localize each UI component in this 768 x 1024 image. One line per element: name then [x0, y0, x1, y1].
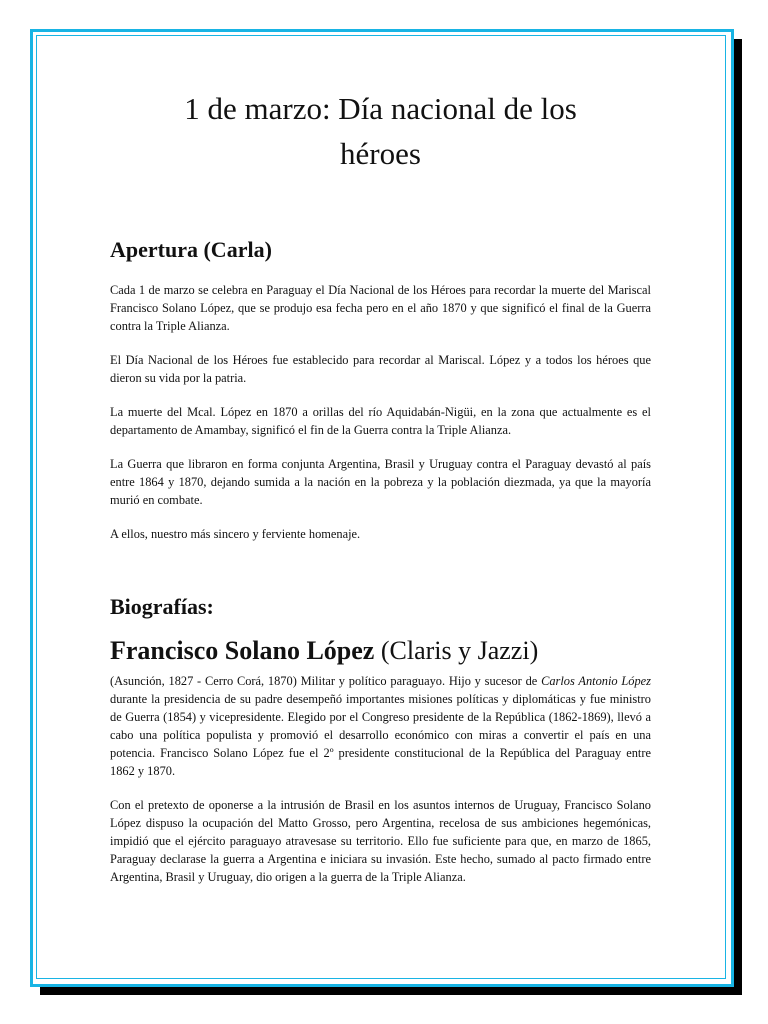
- bio-p1-part2: durante la presidencia de su padre desempeñó importantes misiones políticas y diplomáticas y fue ministro de Guerra (1854) y vicepresidente. Elegido por el Congreso presidente de la República (1862-1869), llevó a cabo una política populista y promovió el desarrollo económico con miras a convertir el país en una potencia. Francisco Solano López fue el 2º presidente constitucional de la República del Paraguay entre 1862 y 1870.: [110, 692, 651, 778]
- apertura-paragraph: Cada 1 de marzo se celebra en Paraguay el Día Nacional de los Héroes para recordar la muerte del Mariscal Francisco Solano López, que se produjo esa fecha pero en el año 1870 y que significó el final de la Guerra contra la Triple Alianza.: [110, 283, 651, 333]
- apertura-paragraph: El Día Nacional de los Héroes fue establecido para recordar al Mariscal. López y a todos los héroes que dieron su vida por la patria.: [110, 353, 651, 385]
- person-heading: [110, 634, 651, 668]
- bio-p1-italic-name: Carlos Antonio López: [541, 674, 651, 688]
- apertura-heading: Apertura (Carla): [110, 237, 272, 262]
- apertura-paragraph: La muerte del Mcal. López en 1870 a orillas del río Aquidabán-Nigüi, en la zona que actualmente es el departamento de Amambay, significó el fin de la Guerra contra la Triple Alianza.: [110, 405, 651, 437]
- document-title: [110, 86, 651, 176]
- title-line-2: héroes: [340, 136, 421, 171]
- bio-paragraph: Con el pretexto de oponerse a la intrusión de Brasil en los asuntos internos de Uruguay, Francisco Solano López dispuso la ocupación del Matto Grosso, pero Argentina, recelosa de sus ambiciones hegemónicas, impidió que el ejército paraguayo atravesase su territorio. Ello fue suficiente para que, en marzo de 1865, Paraguay declarase la guerra a Argentina e iniciara su invasión. Este hecho, sumado al pacto firmado entre Argentina, Brasil y Uruguay, dio origen a la guerra de la Triple Alianza.: [110, 798, 651, 884]
- person-name: Francisco Solano López: [110, 636, 375, 665]
- document-body: [110, 86, 651, 902]
- title-line-1: 1 de marzo: Día nacional de los: [184, 91, 577, 126]
- apertura-paragraph: La Guerra que libraron en forma conjunta Argentina, Brasil y Uruguay contra el Paraguay devastó al país entre 1864 y 1870, dejando sumida a la nación en la pobreza y la población diezmada, ya que la mayoría murió en combate.: [110, 457, 651, 507]
- apertura-paragraph: A ellos, nuestro más sincero y ferviente homenaje.: [110, 527, 361, 541]
- bio-paragraph: [110, 672, 651, 780]
- person-authors: (Claris y Jazzi): [374, 636, 539, 665]
- biografias-heading: Biografías:: [110, 594, 214, 619]
- bio-p1-part1: (Asunción, 1827 - Cerro Corá, 1870) Militar y político paraguayo. Hijo y sucesor de: [110, 674, 542, 688]
